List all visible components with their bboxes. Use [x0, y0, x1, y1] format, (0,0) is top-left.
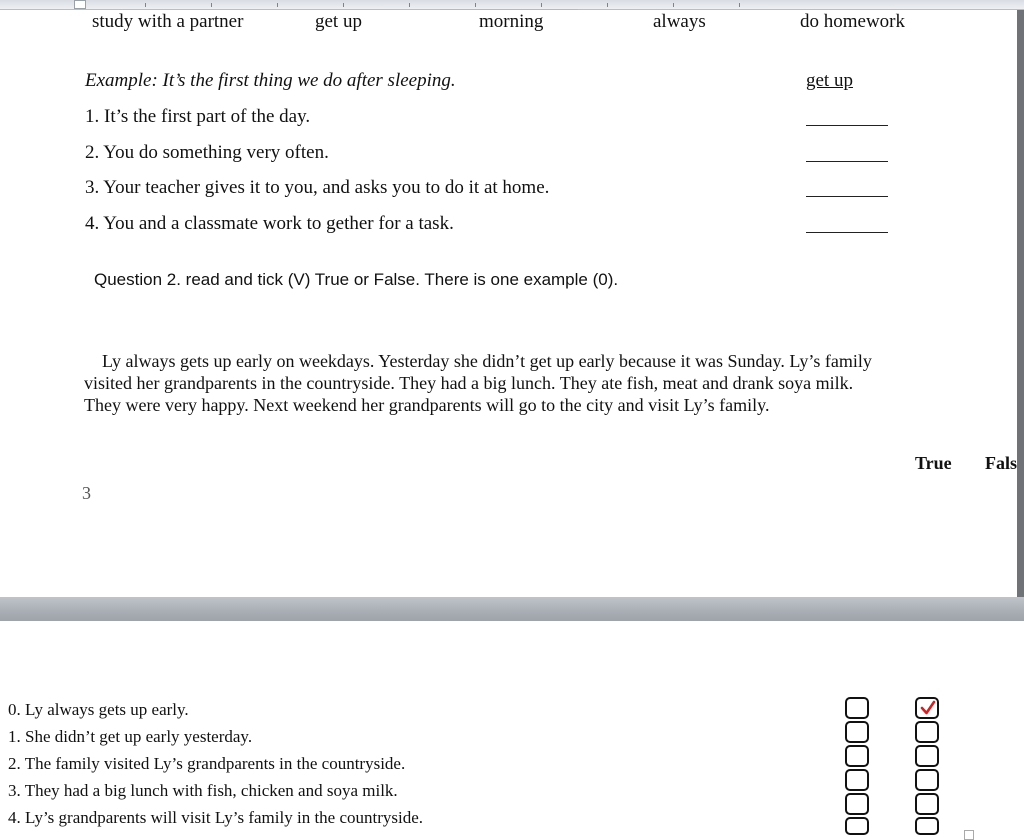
page-number: 3: [82, 483, 91, 503]
word-bank-item: always: [653, 11, 706, 32]
red-check-icon: [917, 697, 939, 719]
ruler-indent-marker[interactable]: [74, 0, 86, 9]
word-bank-item: study with a partner: [92, 11, 244, 32]
page-corner-marker: [964, 830, 974, 840]
statement-item: 2. The family visited Ly’s grandparents in the countryside.: [8, 754, 406, 773]
statement-item: 3. They had a big lunch with fish, chicken and soya milk.: [8, 781, 398, 800]
word-bank-item: morning: [479, 11, 544, 32]
false-column-header: Fals: [985, 453, 1018, 473]
false-checkbox[interactable]: [915, 817, 939, 835]
true-checkbox[interactable]: [845, 745, 869, 767]
statement-item: 4. Ly’s grandparents will visit Ly’s family in the countryside.: [8, 808, 424, 827]
false-checkbox[interactable]: [915, 769, 939, 791]
passage-line: Ly always gets up early on weekdays. Yesterday she didn’t get up early because it was Sunday. Ly’s family: [102, 351, 872, 371]
ruler-tick: [739, 3, 740, 7]
true-column-header: True: [915, 453, 952, 473]
page-break-gap: [0, 597, 1024, 621]
document-page-upper: [0, 10, 1017, 597]
example-answer: get up: [806, 70, 853, 91]
answer-blank[interactable]: [806, 232, 888, 233]
question-item: 1. It’s the first part of the day.: [85, 106, 311, 127]
ruler-tick: [145, 3, 146, 7]
true-checkbox[interactable]: [845, 793, 869, 815]
word-bank-item: get up: [315, 11, 362, 32]
true-checkbox[interactable]: [845, 817, 869, 835]
false-checkbox[interactable]: [915, 793, 939, 815]
false-checkbox[interactable]: [915, 721, 939, 743]
true-checkbox[interactable]: [845, 769, 869, 791]
false-checkbox[interactable]: [915, 745, 939, 767]
word-bank-item: do homework: [800, 11, 906, 32]
ruler-tick: [673, 3, 674, 7]
ruler-tick: [277, 3, 278, 7]
ruler-tick: [607, 3, 608, 7]
example-prompt: Example: It’s the first thing we do after sleeping.: [85, 70, 456, 91]
statement-item: 0. Ly always gets up early.: [8, 700, 189, 719]
question2-heading: Question 2. read and tick (V) True or False. There is one example (0).: [94, 270, 619, 289]
statement-item: 1. She didn’t get up early yesterday.: [8, 727, 253, 746]
passage-line: visited her grandparents in the countryside. They had a big lunch. They ate fish, meat and drank soya milk.: [84, 373, 854, 393]
question-item: 3. Your teacher gives it to you, and asks you to do it at home.: [85, 177, 550, 198]
question-item: 4. You and a classmate work to gether for a task.: [85, 213, 454, 234]
ruler-tick: [409, 3, 410, 7]
answer-blank[interactable]: [806, 196, 888, 197]
true-checkbox[interactable]: [845, 721, 869, 743]
page-right-shadow: [1017, 10, 1024, 600]
question-item: 2. You do something very often.: [85, 142, 329, 163]
answer-blank[interactable]: [806, 125, 888, 126]
ruler-tick: [541, 3, 542, 7]
passage-line: They were very happy. Next weekend her grandparents will go to the city and visit Ly’s family.: [84, 395, 770, 415]
ruler-tick: [475, 3, 476, 7]
ruler-tick: [211, 3, 212, 7]
answer-blank[interactable]: [806, 161, 888, 162]
reading-passage: [84, 350, 954, 416]
true-checkbox[interactable]: [845, 697, 869, 719]
ruler-tick: [343, 3, 344, 7]
